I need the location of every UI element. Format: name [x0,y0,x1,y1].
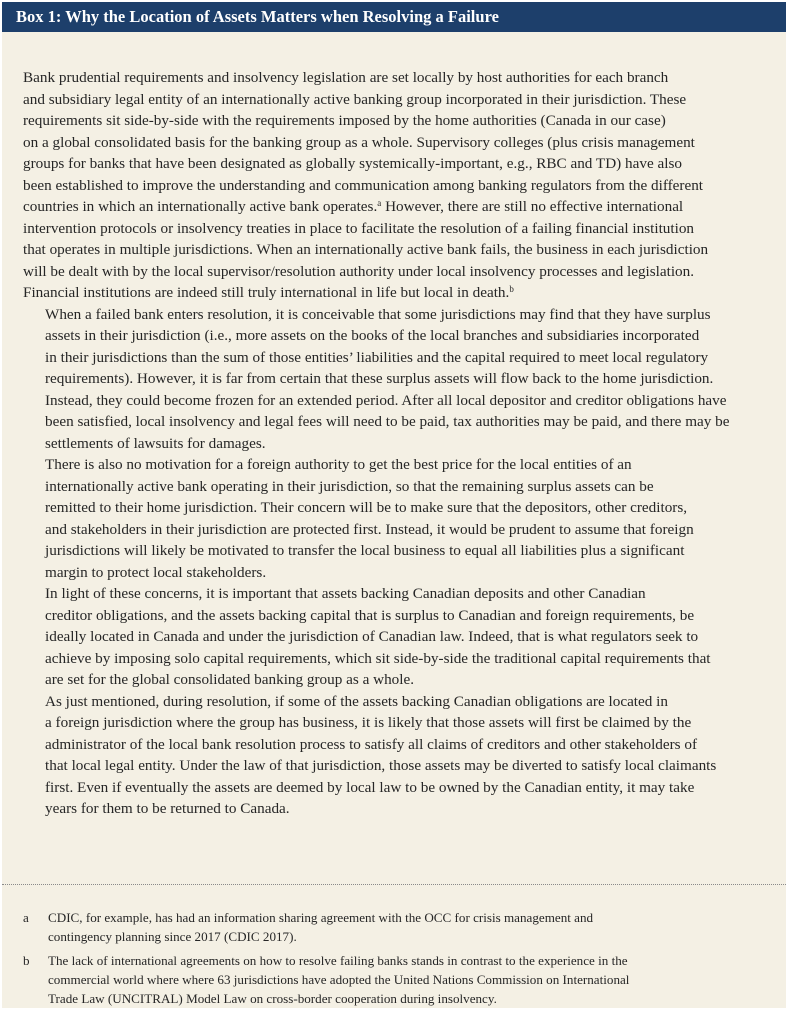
line: years for them to be returned to Canada. [45,800,290,817]
textbox [2,2,786,1008]
line: requirements sit side-by-side with the requirements imposed by the home authorities (Canada in our case) [23,112,666,129]
footnote-line: commercial world where where 63 jurisdictions have adopted the United Nations Commission on International [48,972,630,987]
footnote-ref-a[interactable]: a [377,198,382,208]
line: internationally active bank operating in their jurisdiction, so that the remaining surplus assets can be [45,477,654,495]
footnote-line: Trade Law (UNCITRAL) Model Law on cross-border cooperation during insolvency. [48,991,497,1006]
line: There is also no motivation for a foreign authority to get the best price for the local entities of an [45,456,632,473]
line: administrator of the local bank resolution process to satisfy all claims of creditors and other stakeholders of [45,735,698,753]
line: settlements of lawsuits for damages. [45,434,266,452]
line: In light of these concerns, it is important that assets backing Canadian deposits and other Canadian [45,585,646,602]
line: ideally located in Canada and under the jurisdiction of Canadian law. Indeed, that is what regulators seek to [45,628,699,645]
line: Bank prudential requirements and insolvency legislation are set locally by host authorities for each branch [23,69,669,86]
line: remitted to their home jurisdiction. Their concern will be to make sure that the depositors, other creditors, [45,499,688,516]
line: that local legal entity. Under the law of that jurisdiction, those assets may be diverted to satisfy local claimants [45,757,717,774]
line: first. Even if eventually the assets are deemed by local law to be owned by the Canadian entity, it may take [45,778,695,796]
line-text: However, there are still no effective international [381,198,684,215]
line: been satisfied, local insolvency and legal fees will need to be paid, tax authorities may be paid, and there may be [45,413,730,430]
line: Instead, they could become frozen for an extended period. After all local depositor and creditor obligations have [45,391,727,409]
paragraph-2 [23,304,775,455]
line: When a failed bank enters resolution, it is conceivable that some jurisdictions may find that they have surplus [45,305,711,323]
line: and stakeholders in their jurisdiction are protected first. Instead, it would be prudent to assume that foreign [45,520,694,538]
footnote-divider [2,884,786,885]
footnote-line: contingency planning since 2017 (CDIC 2017). [48,929,297,944]
paragraph-1 [23,67,775,304]
line: intervention protocols or insolvency treaties in place to facilitate the resolution of a failing financial institution [23,219,695,237]
line: As just mentioned, during resolution, if some of the assets backing Canadian obligations are located in [45,692,668,710]
footnote-a [23,908,775,946]
line: that operates in multiple jurisdictions. When an internationally active bank fails, the business in each jurisdiction [23,241,709,258]
line: on a global consolidated basis for the banking group as a whole. Supervisory colleges (plus crisis management [23,133,695,151]
line: creditor obligations, and the assets backing capital that is surplus to Canadian and foreign requirements, be [45,606,695,624]
line: and subsidiary legal entity of an internationally active banking group incorporated in their jurisdiction. These [23,90,687,108]
line-text: Financial institutions are indeed still truly international in life but local in death. [23,284,510,301]
box-body [23,67,775,820]
footnote-marker: a [23,910,29,925]
footnote-line: The lack of international agreements on how to resolve failing banks stands in contrast to the experience in the [48,953,628,968]
line: in their jurisdictions than the sum of those entities’ liabilities and the capital required to meet local regulatory [45,348,709,366]
line: achieve by imposing solo capital requirements, which sit side-by-side the traditional capital requirements that [45,649,711,667]
paragraph-4 [23,583,775,691]
line: groups for banks that have been designated as globally systemically-important, e.g., RBC and TD) have also [23,155,682,172]
paragraph-5 [23,691,775,820]
line: jurisdictions will likely be motivated to transfer the local business to equal all liabilities plus a significant [45,542,685,559]
line: requirements). However, it is far from certain that these surplus assets will flow back to the home jurisdiction. [45,370,714,387]
line: a foreign jurisdiction where the group has business, it is likely that those assets will first be claimed by the [45,714,692,731]
line [23,282,775,304]
footnotes [23,908,775,1013]
line-text: countries in which an internationally active bank operates. [23,198,378,215]
footnote-line: CDIC, for example, has had an information sharing agreement with the OCC for crisis management and [48,910,594,925]
footnote-ref-b[interactable]: b [509,284,514,294]
footnote-marker: b [23,953,30,968]
line: assets in their jurisdiction (i.e., more assets on the books of the local branches and subsidiaries incorporated [45,327,700,344]
line: will be dealt with by the local supervisor/resolution authority under local insolvency processes and legislation. [23,262,695,280]
paragraph-3 [23,454,775,583]
line: are set for the global consolidated banking group as a whole. [45,671,415,688]
box-title: Box 1: Why the Location of Assets Matters when Resolving a Failure [2,2,786,32]
line [23,196,775,218]
line: been established to improve the understanding and communication among banking regulators from the different [23,176,704,194]
line: margin to protect local stakeholders. [45,563,267,581]
footnote-b [23,951,775,1008]
